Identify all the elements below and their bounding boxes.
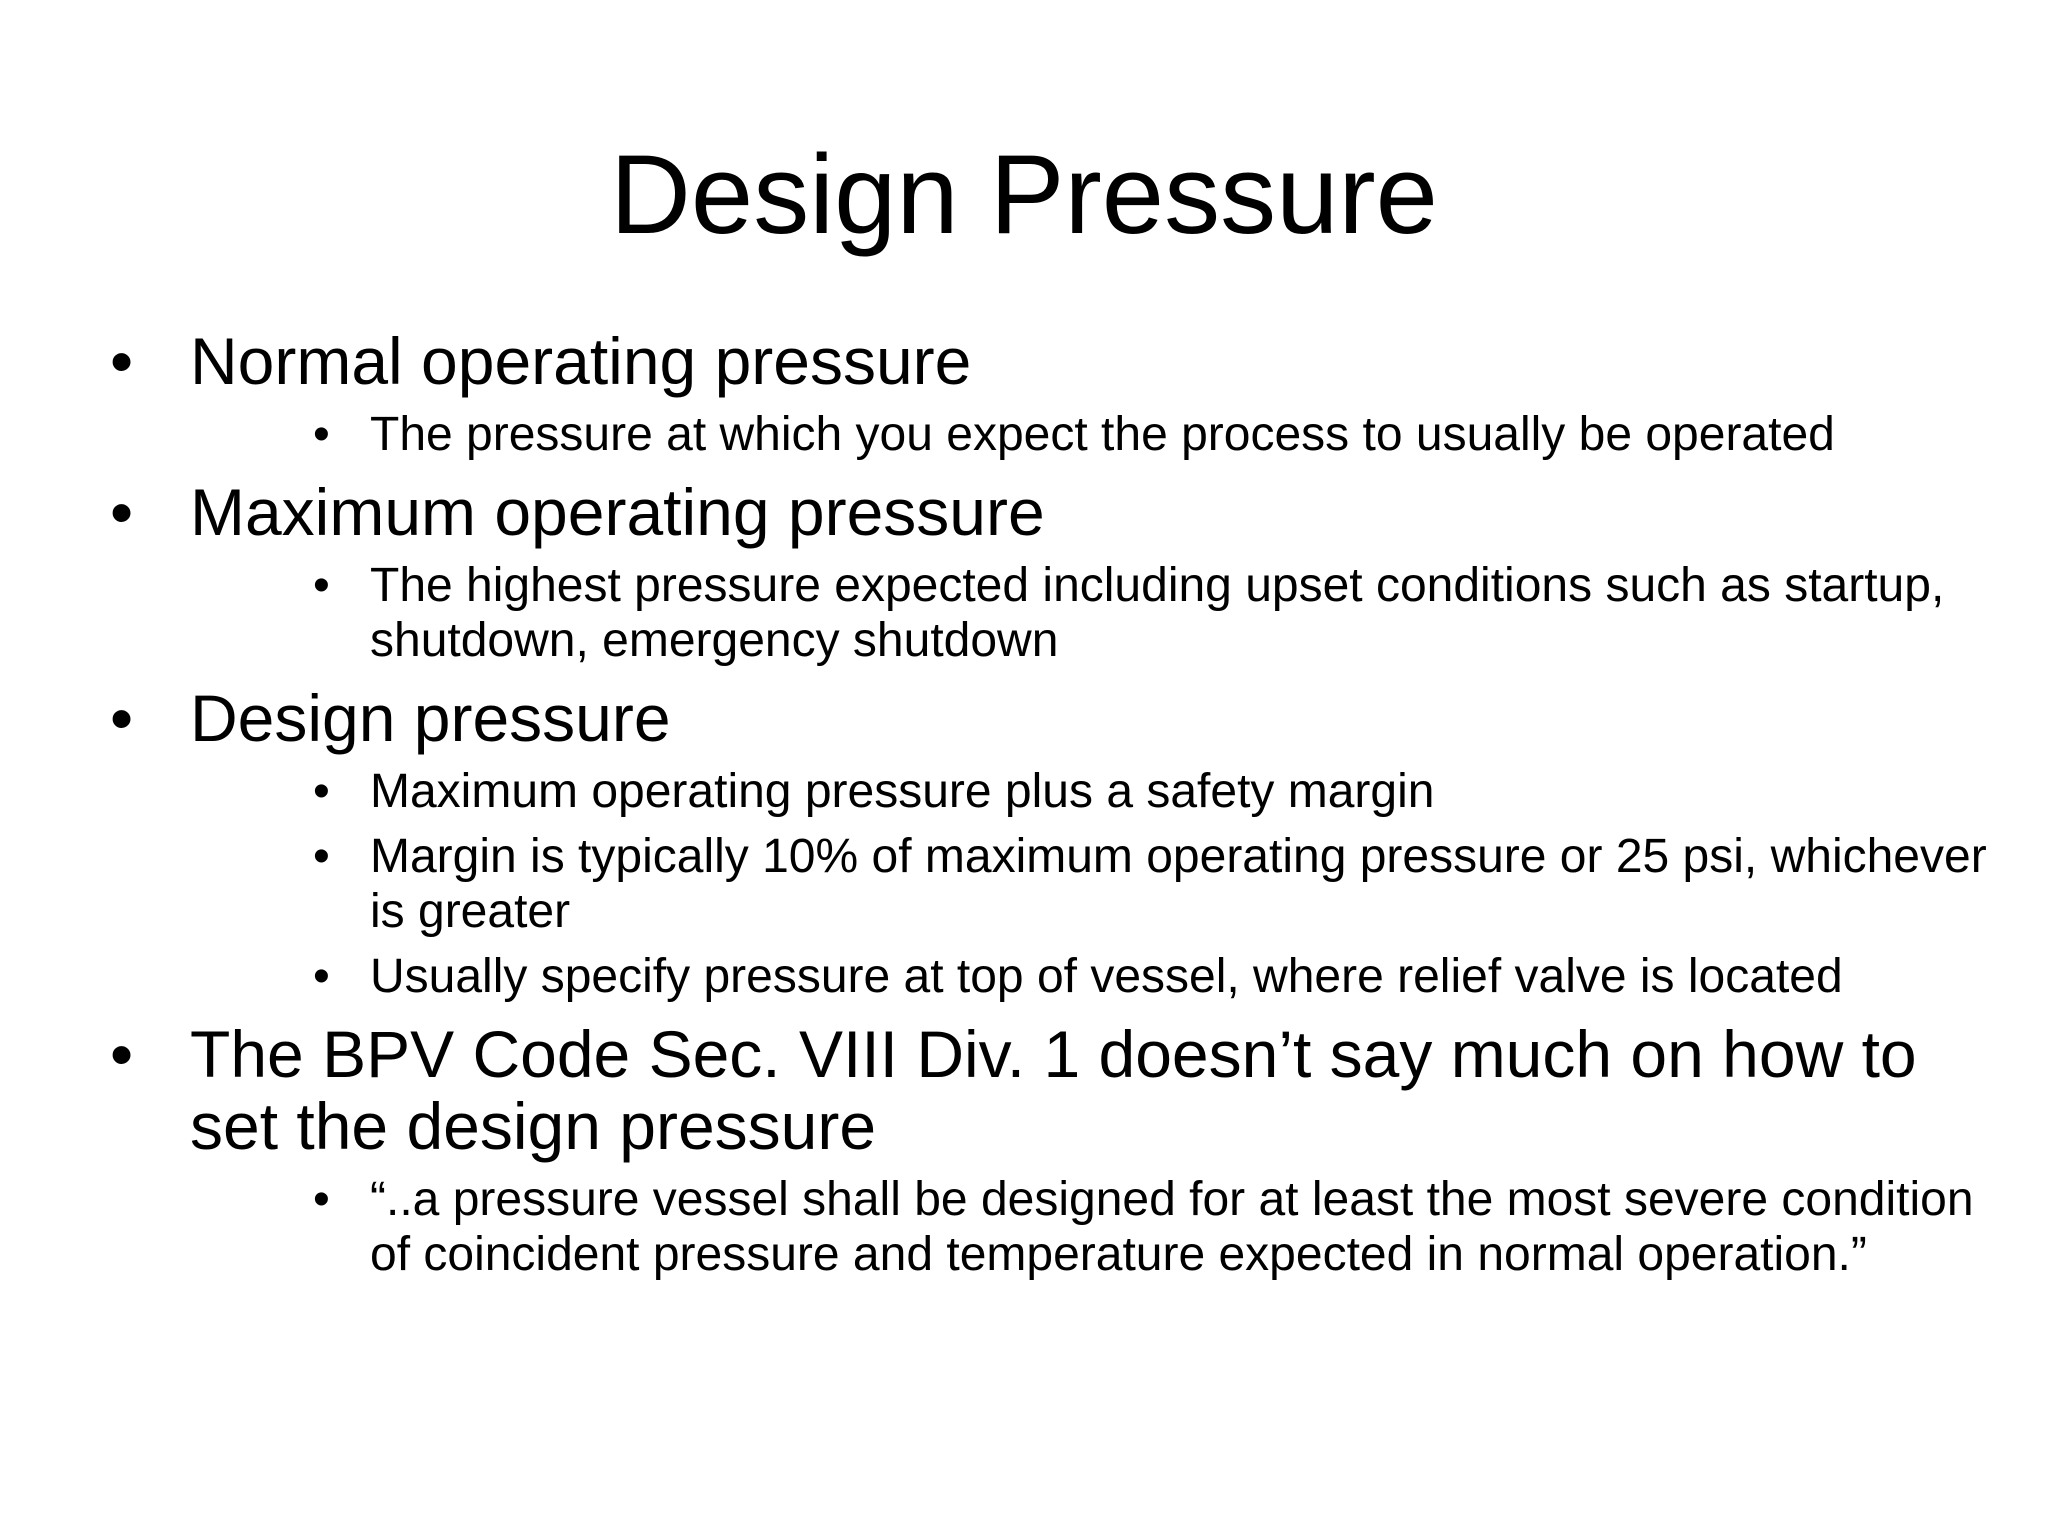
bullet-item-maximum-operating-pressure: [110, 476, 1990, 548]
sub-bullet-item: [110, 407, 2020, 462]
sub-bullet-item: [110, 558, 2020, 668]
sub-bullet-list: [110, 1172, 1990, 1282]
sub-bullet-glyph: •: [313, 1173, 330, 1226]
bullet-text: Normal operating pressure: [190, 324, 972, 398]
sub-bullet-glyph: •: [313, 950, 330, 1003]
sub-bullet-text: The highest pressure expected including upset conditions such as startup, shutdown, emergency shutdown: [370, 559, 1945, 667]
sub-bullet-list: [110, 764, 1990, 1004]
bullet-glyph: •: [110, 681, 134, 755]
sub-bullet-list: [110, 407, 1990, 462]
bullet-glyph: •: [110, 1017, 134, 1091]
bullet-item-bpv-code: [110, 1018, 1990, 1162]
bullet-text: The BPV Code Sec. VIII Div. 1 doesn’t say much on how to set the design pressure: [190, 1017, 1917, 1163]
sub-bullet-text: Usually specify pressure at top of vessel, where relief valve is located: [370, 950, 1843, 1003]
sub-bullet-item: [110, 764, 2020, 819]
sub-bullet-text: The pressure at which you expect the process to usually be operated: [370, 408, 1835, 461]
sub-bullet-text: Maximum operating pressure plus a safety margin: [370, 765, 1435, 818]
sub-bullet-item: [110, 949, 2020, 1004]
sub-bullet-text: “..a pressure vessel shall be designed for at least the most severe condition of coincident pressure and temperature expected in normal operation.”: [370, 1173, 1974, 1281]
sub-bullet-text: Margin is typically 10% of maximum operating pressure or 25 psi, whichever is greater: [370, 830, 1987, 938]
sub-bullet-glyph: •: [313, 559, 330, 612]
sub-bullet-list: [110, 558, 1990, 668]
slide-content: [110, 325, 1990, 1282]
bullet-glyph: •: [110, 324, 134, 398]
bullet-item-normal-operating-pressure: [110, 325, 1990, 397]
bullet-glyph: •: [110, 475, 134, 549]
slide-title: Design Pressure: [610, 132, 1438, 257]
sub-bullet-item: [110, 1172, 2020, 1282]
sub-bullet-glyph: •: [313, 830, 330, 883]
sub-bullet-glyph: •: [313, 408, 330, 461]
bullet-text: Maximum operating pressure: [190, 475, 1045, 549]
bullet-text: Design pressure: [190, 681, 671, 755]
bullet-item-design-pressure: [110, 682, 1990, 754]
sub-bullet-item: [110, 829, 2020, 939]
sub-bullet-glyph: •: [313, 765, 330, 818]
